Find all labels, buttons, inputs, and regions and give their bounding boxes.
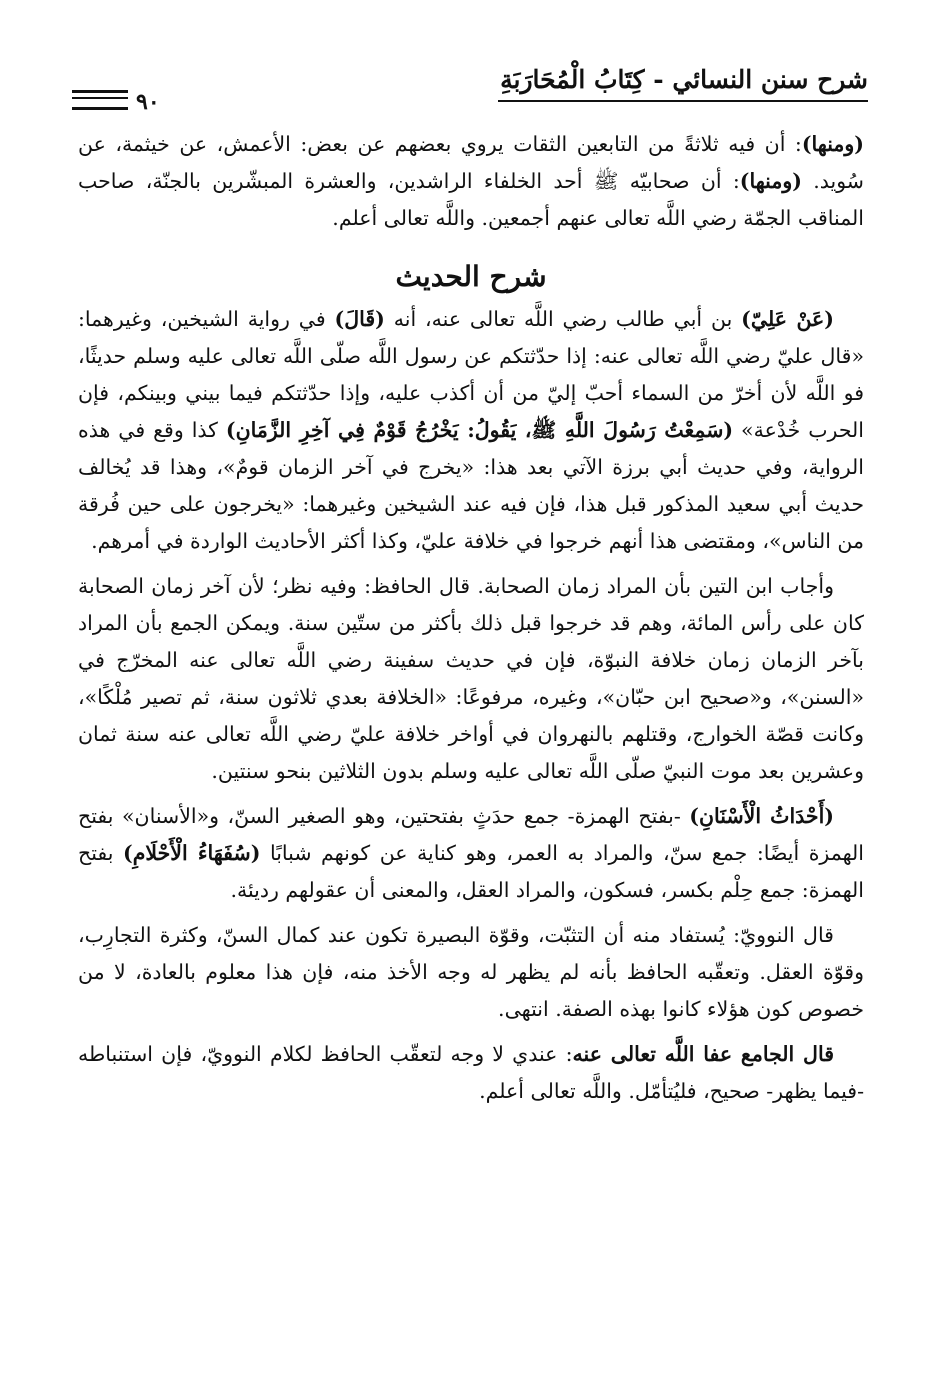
ahdath-text-1: -بفتح الهمزة- جمع حدَثٍ بفتحتين، وهو الصغير السنّ، و«الأسنان» بفتح الهمزة أيضًا: جمع سنّ، والمراد به العمر، وهو كناية عن كونهم شبابًا	[78, 804, 864, 865]
hadith-quote: (سَمِعْتُ رَسُولَ اللَّهِ ﷺ، يَقُولُ: يَخْرُجُ قَوْمٌ فِي آخِرِ الزَّمَانِ)	[225, 418, 734, 442]
intro-text-1: : أن فيه ثلاثةً من التابعين الثقات يروي بعضهم عن بعض: الأعمش، عن خيثمة، عن سُويد.	[78, 132, 864, 193]
ahdath-paragraph	[78, 798, 864, 909]
nawawi-paragraph: قال النوويّ: يُستفاد منه أن التثبّت، وقوّة البصيرة تكون عند كمال السنّ، وكثرة التجارِب، وقوّة العقل. وتعقّبه الحافظ بأنه لم يظهر له وجه الأخذ منه، فإن هذا معلوم بالعادة، لا من خصوص كون هؤلاء كانوا بهذه الصفة. انتهى.	[78, 923, 864, 1021]
ahdath-lead: (أَحْدَاثُ الْأَسْنَانِ)	[689, 804, 834, 828]
page-number: ٩٠	[136, 89, 160, 115]
jami-paragraph	[78, 1036, 864, 1110]
paragraph-gap	[78, 790, 864, 798]
intro-paragraph	[78, 126, 864, 237]
hadith-text-2: في رواية الشيخين، وغيرهما: «قال عليّ رضي اللَّه تعالى عنه: إذا حدّثتكم عن رسول اللَّه صلّى اللَّه تعالى عليه وسلم حديثًا، فو اللَّه لأن أخرّ من السماء أحبّ إليّ من أن أكذب عليه، وإذا حدّثتكم فيما بيني وبينكم، فإن الحرب خُدْعة»	[78, 307, 864, 442]
intro-lead-2: (ومنها)	[739, 169, 802, 193]
hadith-text-1: بن أبي طالب رضي اللَّه تعالى عنه، أنه	[384, 307, 742, 331]
paragraph-gap	[78, 560, 864, 568]
intro-lead-1: (ومنها)	[801, 132, 864, 156]
narrator-lead: (عَنْ عَلِيّ)	[741, 307, 834, 331]
header-page-rules	[72, 90, 128, 110]
ahdath-text-2: بفتح الهمزة: جمع حِلْم بكسر، فسكون، والمراد العقل، والمعنى أن عقولهم رديئة.	[78, 841, 864, 902]
ibn-tin-paragraph: وأجاب ابن التين بأن المراد زمان الصحابة. قال الحافظ: وفيه نظر؛ لأن آخر زمان الصحابة كان على رأس المائة، وهم قد خرجوا قبل ذلك بأكثر من ستّين سنة. ويمكن الجمع بأن المراد بآخر الزمان زمان خلافة النبوّة، فإن في حديث سفينة رضي اللَّه تعالى عنه المخرّج في «السنن»، و«صحيح ابن حبّان»، وغيره، مرفوعًا: «الخلافة بعدي ثلاثون سنة، ثم تصير مُلْكًا»، وكانت قصّة الخوارج، وقتلهم بالنهروان في أواخر خلافة عليّ رضي اللَّه تعالى عنه سنة ثمان وعشرين بعد موت النبيّ صلّى اللَّه تعالى عليه وسلم بدون الثلاثين بنحو سنتين.	[78, 574, 864, 783]
qal-word: (قَالَ)	[334, 307, 385, 331]
hadith-paragraph	[78, 301, 864, 560]
hadith-text-3: كذا وقع في هذه الرواية، وفي حديث أبي برزة الآتي بعد هذا: «يخرج في آخر الزمان قومٌ»، وهذا قد يُخالف حديث أبي سعيد المذكور قبل هذا، فإن فيه عند الشيخين وغيرهما: «يخرجون على حين فُرقة من الناس»، ومقتضى هذا أنهم خرجوا في خلافة عليّ، وكذا أكثر الأحاديث الواردة في أمرهم.	[78, 418, 864, 553]
jami-lead: قال الجامع عفا اللَّه تعالى عنه	[572, 1042, 835, 1066]
jami-text: : عندي لا وجه لتعقّب الحافظ لكلام النوويّ، فإن استنباطه -فيما يظهر- صحيح، فليُتأمّل. واللَّه تعالى أعلم.	[78, 1042, 864, 1103]
paragraph-gap	[78, 1028, 864, 1036]
header-title: شرح سنن النسائي - كِتَابُ الْمُحَارَبَةِ	[500, 65, 868, 94]
header-title-rule	[498, 100, 868, 102]
section-heading: شرح الحديث	[395, 260, 547, 293]
intro-text-2: : أن صحابيّه ﷺ أحد الخلفاء الراشدين، والعشرة المبشّرين بالجنّة، صاحب المناقب الجمّة رضي اللَّه تعالى عنهم أجمعين. واللَّه تعالى أعلم.	[78, 169, 864, 230]
page-body	[78, 126, 864, 1110]
running-header	[72, 64, 868, 115]
paragraph-gap	[78, 909, 864, 917]
sufaha-lead: (سُفَهَاءُ الْأَحْلَامِ)	[123, 841, 261, 865]
